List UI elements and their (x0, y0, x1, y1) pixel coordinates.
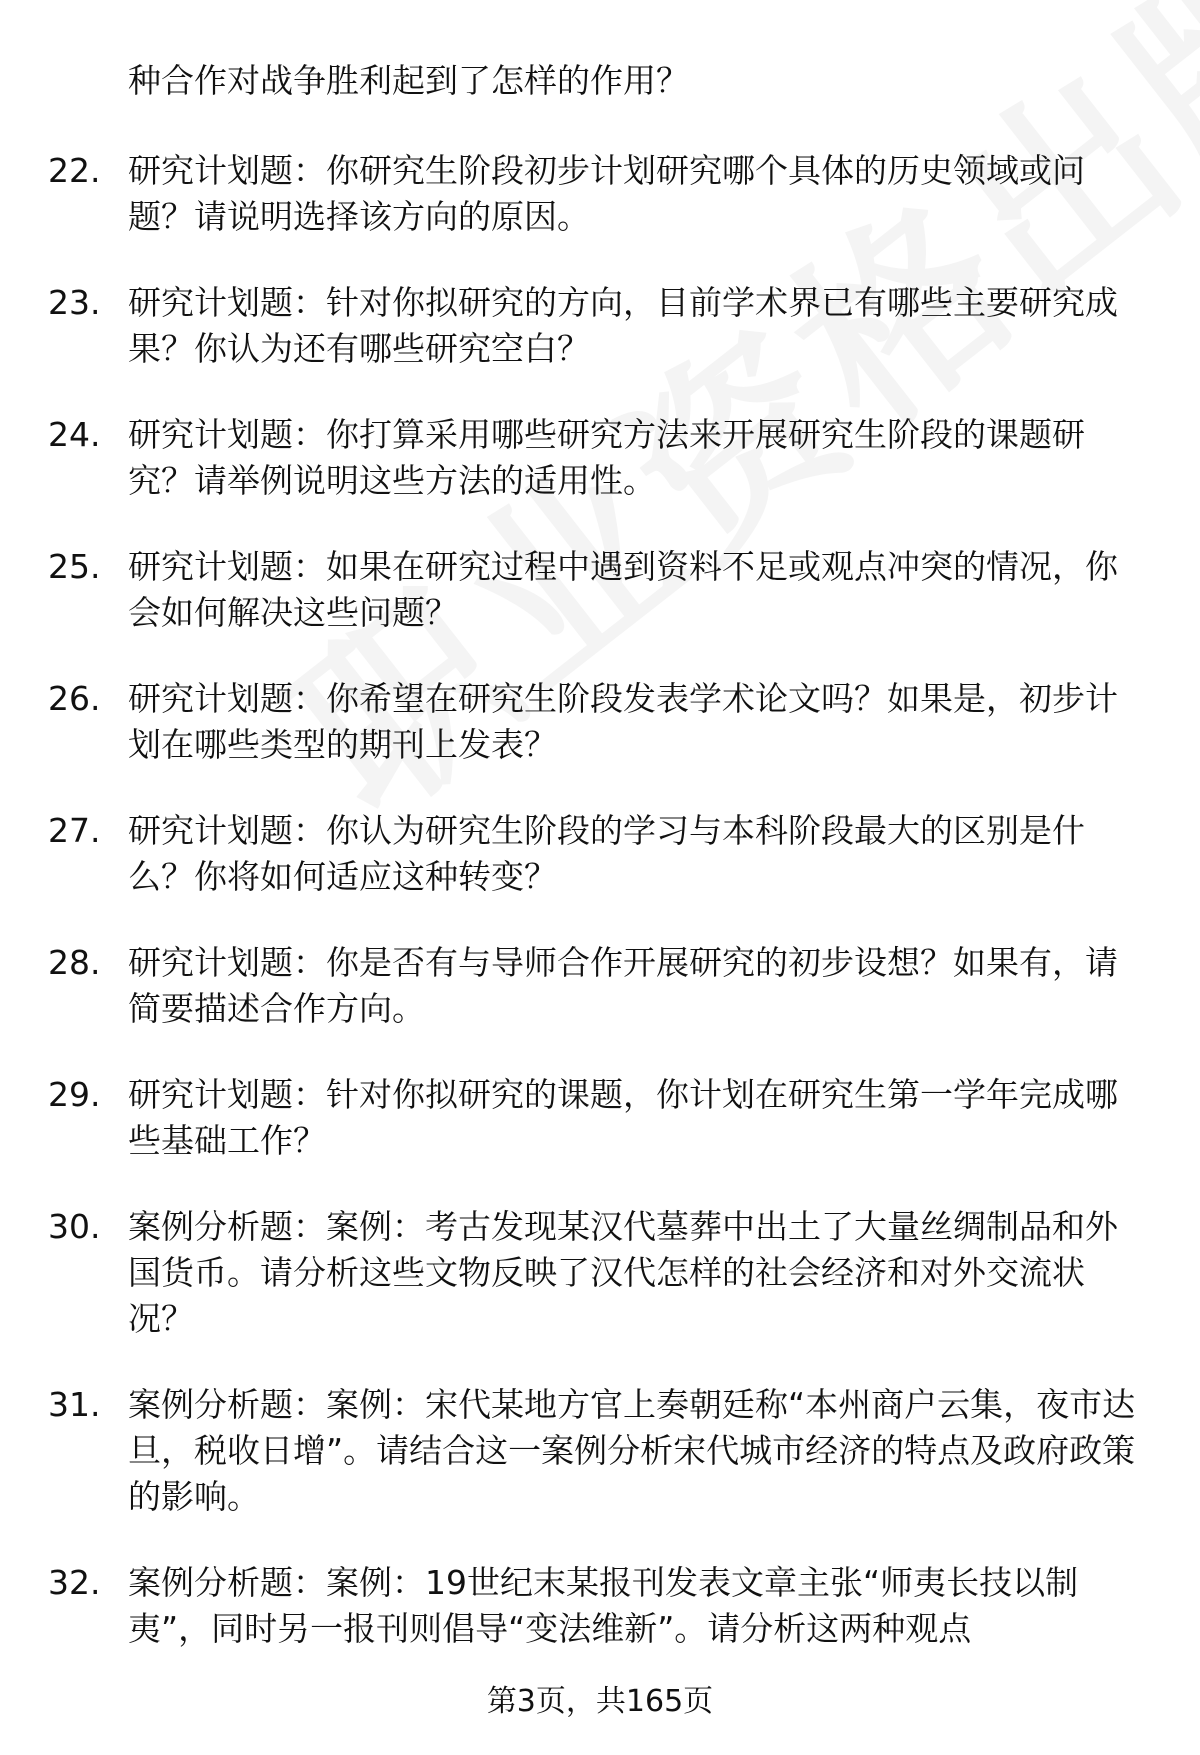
question-list (48, 148, 1158, 1692)
question-item (48, 808, 1158, 900)
question-text: 研究计划题：如果在研究过程中遇到资料不足或观点冲突的情况，你会如何解决这些问题？ (128, 547, 1118, 632)
question-item (48, 544, 1158, 636)
continuation-text: 种合作对战争胜利起到了怎样的作用？ (128, 61, 689, 100)
question-item (48, 676, 1158, 768)
question-text: 研究计划题：你希望在研究生阶段发表学术论文吗？如果是，初步计划在哪些类型的期刊上发表？ (128, 679, 1118, 764)
question-number: 24. (48, 415, 101, 454)
question-number: 22. (48, 151, 101, 190)
question-item (48, 1560, 1158, 1652)
question-number: 28. (48, 943, 101, 982)
question-item (48, 412, 1158, 504)
question-text: 研究计划题：你认为研究生阶段的学习与本科阶段最大的区别是什么？你将如何适应这种转变？ (128, 811, 1085, 896)
question-text: 案例分析题：案例：宋代某地方官上奏朝廷称“本州商户云集，夜市达旦，税收日增”。请结合这一案例分析宋代城市经济的特点及政府政策的影响。 (128, 1385, 1136, 1516)
question-text: 研究计划题：你打算采用哪些研究方法来开展研究生阶段的课题研究？请举例说明这些方法的适用性。 (128, 415, 1085, 500)
question-text: 案例分析题：案例：19世纪末某报刊发表文章主张“师夷长技以制夷”，同时另一报刊则倡导“变法维新”。请分析这两种观点 (128, 1563, 1079, 1648)
question-number: 31. (48, 1385, 101, 1424)
question-number: 30. (48, 1207, 101, 1246)
question-number: 29. (48, 1075, 101, 1114)
question-item (48, 1382, 1158, 1520)
question-item (48, 940, 1158, 1032)
question-number: 27. (48, 811, 101, 850)
question-item (48, 1204, 1158, 1342)
question-text: 案例分析题：案例：考古发现某汉代墓葬中出土了大量丝绸制品和外国货币。请分析这些文物反映了汉代怎样的社会经济和对外交流状况？ (128, 1207, 1118, 1338)
question-number: 32. (48, 1563, 101, 1602)
question-number: 26. (48, 679, 101, 718)
question-item (48, 280, 1158, 372)
question-text: 研究计划题：针对你拟研究的课题，你计划在研究生第一学年完成哪些基础工作？ (128, 1075, 1118, 1160)
question-item (48, 1072, 1158, 1164)
question-text: 研究计划题：你研究生阶段初步计划研究哪个具体的历史领域或问题？请说明选择该方向的原因。 (128, 151, 1085, 236)
question-text: 研究计划题：针对你拟研究的方向，目前学术界已有哪些主要研究成果？你认为还有哪些研究空白？ (128, 283, 1118, 368)
question-text: 研究计划题：你是否有与导师合作开展研究的初步设想？如果有，请简要描述合作方向。 (128, 943, 1118, 1028)
question-number: 25. (48, 547, 101, 586)
page-footer: 第3页，共165页 (486, 1684, 714, 1719)
question-number: 23. (48, 283, 101, 322)
question-item (48, 148, 1158, 240)
